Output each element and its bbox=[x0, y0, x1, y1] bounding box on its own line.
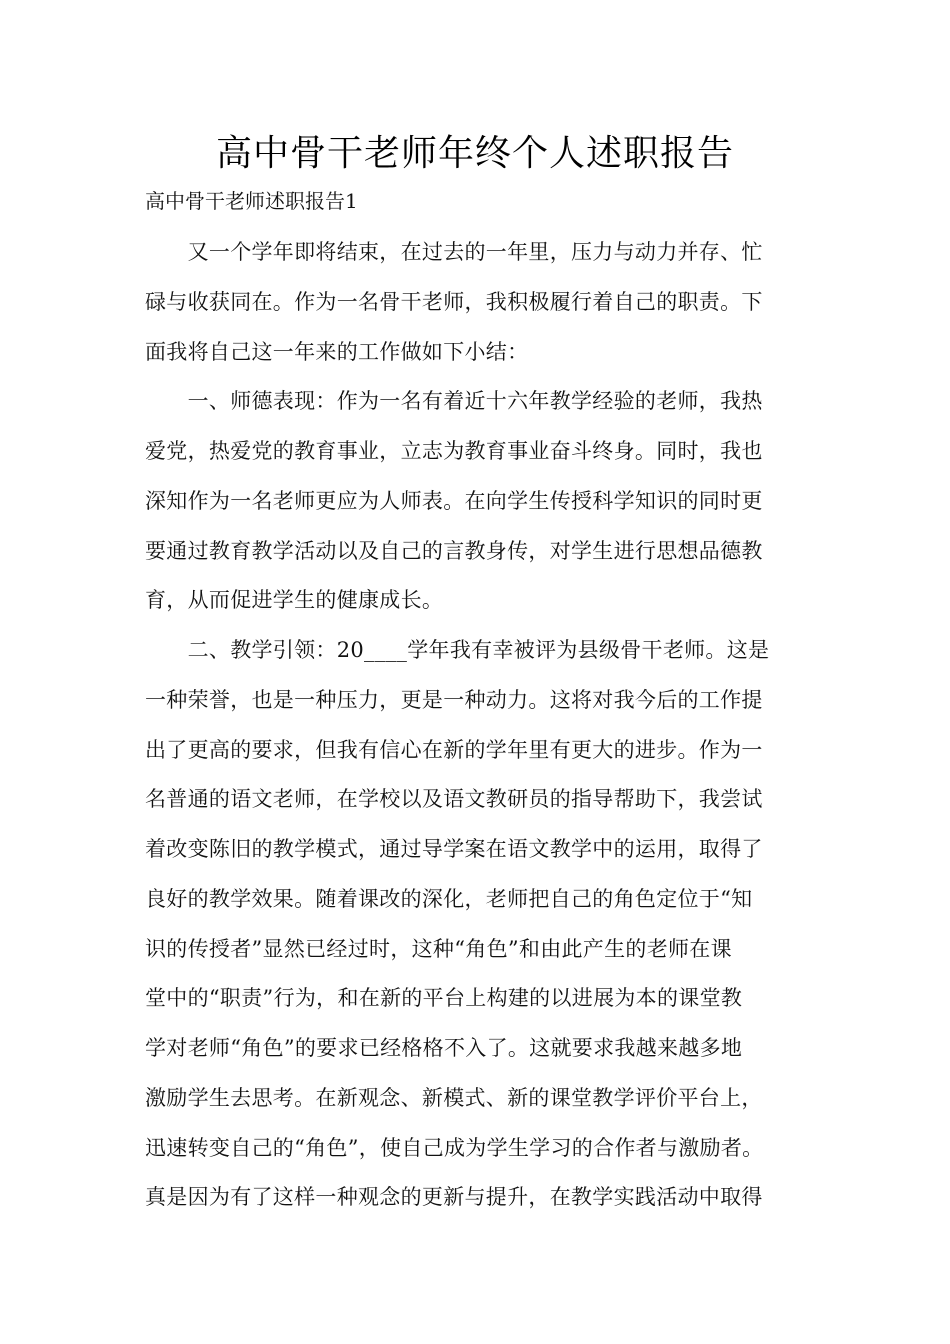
body-line: 育，从而促进学生的健康成长。 bbox=[145, 588, 444, 612]
body-line: 深知作为一名老师更应为人师表。在向学生传授科学知识的同时更 bbox=[145, 489, 763, 513]
body-line: 名普通的语文老师，在学校以及语文教研员的指导帮助下，我尝试 bbox=[145, 787, 763, 811]
body-line: 二、教学引领：20____学年我有幸被评为县级骨干老师。这是 bbox=[145, 638, 770, 662]
body-line: 识的传授者”显然已经过时，这种“角色”和由此产生的老师在课 bbox=[145, 937, 732, 961]
body-line: 堂中的“职责”行为，和在新的平台上构建的以进展为本的课堂教 bbox=[145, 986, 743, 1010]
document-subtitle: 高中骨干老师述职报告1 bbox=[145, 189, 358, 213]
body-line: 爱党，热爱党的教育事业，立志为教育事业奋斗终身。同时，我也 bbox=[145, 439, 763, 463]
document-title: 高中骨干老师年终个人述职报告 bbox=[215, 133, 734, 174]
body-line: 激励学生去思考。在新观念、新模式、新的课堂教学评价平台上， bbox=[145, 1086, 763, 1110]
body-line: 又一个学年即将结束，在过去的一年里，压力与动力并存、忙 bbox=[145, 240, 763, 264]
body-line: 着改变陈旧的教学模式，通过导学案在语文教学中的运用，取得了 bbox=[145, 837, 763, 861]
body-line: 真是因为有了这样一种观念的更新与提升，在教学实践活动中取得 bbox=[145, 1185, 763, 1209]
body-line: 要通过教育教学活动以及自己的言教身传，对学生进行思想品德教 bbox=[145, 539, 763, 563]
body-line: 一、师德表现：作为一名有着近十六年教学经验的老师，我热 bbox=[145, 389, 763, 413]
body-line: 迅速转变自己的“角色”，使自己成为学生学习的合作者与激励者。 bbox=[145, 1136, 764, 1160]
body-line: 一种荣誉，也是一种压力，更是一种动力。这将对我今后的工作提 bbox=[145, 688, 763, 712]
body-line: 学对老师“角色”的要求已经格格不入了。这就要求我越来越多地 bbox=[145, 1036, 743, 1060]
body-line: 碌与收获同在。作为一名骨干老师，我积极履行着自己的职责。下 bbox=[145, 290, 763, 314]
body-line: 良好的教学效果。随着课改的深化，老师把自己的角色定位于“知 bbox=[145, 887, 753, 911]
body-line: 面我将自己这一年来的工作做如下小结： bbox=[145, 340, 529, 364]
body-line: 出了更高的要求，但我有信心在新的学年里有更大的进步。作为一 bbox=[145, 738, 763, 762]
